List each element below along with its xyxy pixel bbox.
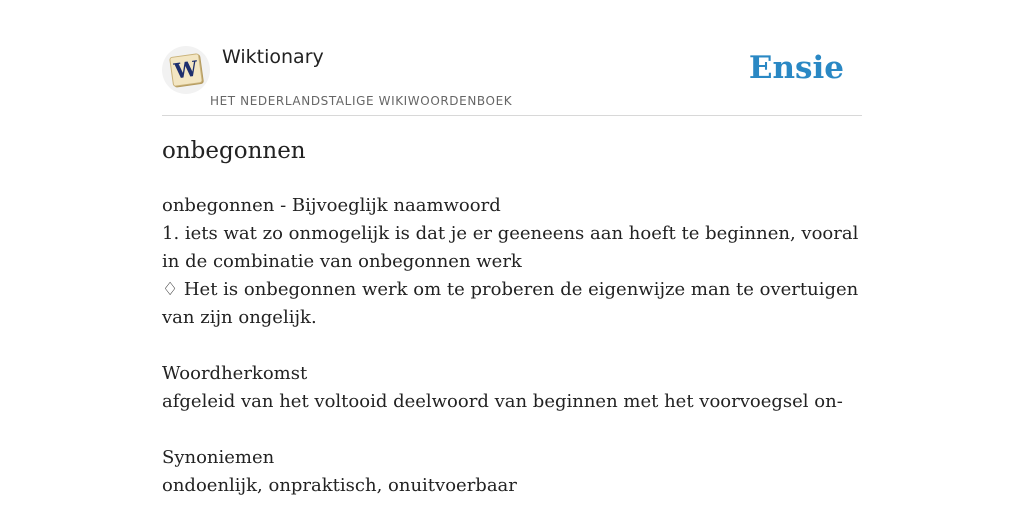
- site-name[interactable]: Wiktionary: [222, 46, 324, 68]
- page-title: onbegonnen: [162, 138, 306, 164]
- synonyms-text: ondoenlijk, onpraktisch, onuitvoerbaar: [162, 475, 517, 496]
- entry-heading: onbegonnen - Bijvoeglijk naamwoord: [162, 195, 501, 216]
- etymology-text: afgeleid van het voltooid deelwoord van beginnen met het voorvoegsel on-: [162, 391, 843, 412]
- brand-logo[interactable]: Ensie: [748, 50, 844, 86]
- entry-example: ♢ Het is onbegonnen werk om te proberen de eigenwijze man te overtuigen van zijn ongelijk.: [162, 279, 859, 328]
- site-header: [162, 42, 862, 116]
- site-tagline: HET NEDERLANDSTALIGE WIKIWOORDENBOEK: [210, 94, 513, 108]
- entry-definition: 1. iets wat zo onmogelijk is dat je er geeneens aan hoeft te beginnen, vooral in de combinatie van onbegonnen werk: [162, 223, 859, 272]
- entry-content: [162, 192, 862, 500]
- etymology-heading: Woordherkomst: [162, 363, 308, 384]
- synonyms-heading: Synoniemen: [162, 447, 275, 468]
- site-logo[interactable]: [162, 46, 210, 94]
- section-spacer: [162, 416, 862, 444]
- section-spacer: [162, 332, 862, 360]
- wiktionary-logo-icon: W: [169, 53, 203, 87]
